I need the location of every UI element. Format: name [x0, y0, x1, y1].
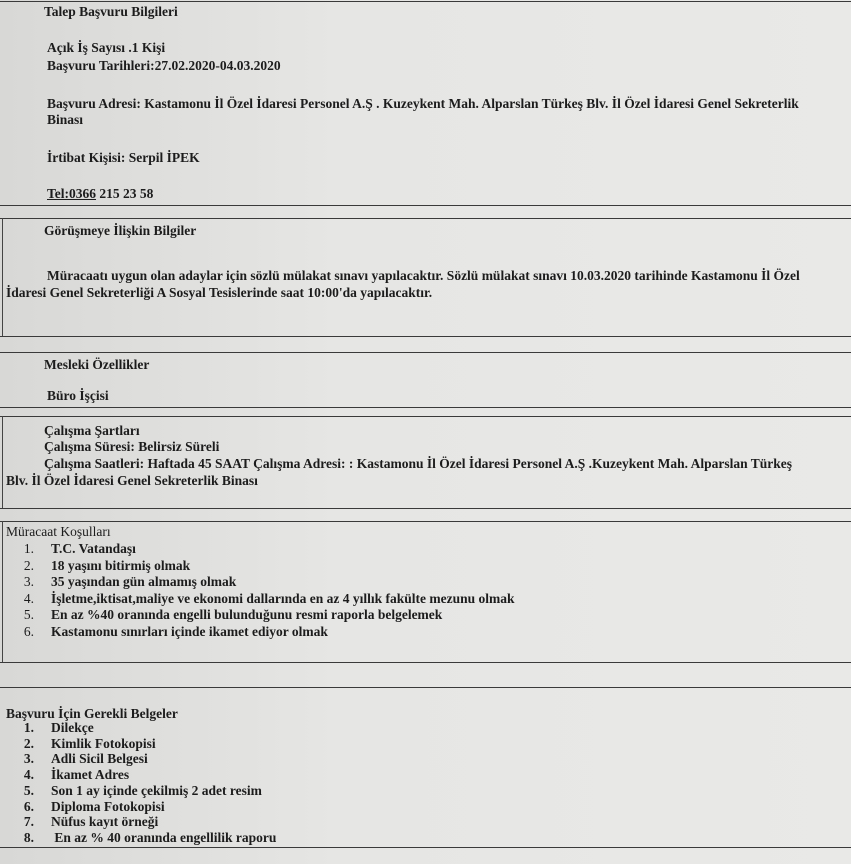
- divider: [0, 352, 851, 353]
- conditions-duration: Çalışma Süresi: Belirsiz Süreli: [44, 439, 220, 454]
- application-title: Talep Başvuru Bilgileri: [44, 4, 178, 19]
- list-item: 5. En az %40 oranında engelli bulunduğunu resmi raporla belgelemek: [23, 607, 443, 623]
- list-item: 3. 35 yaşından gün almamış olmak: [23, 574, 237, 590]
- divider: [0, 521, 851, 522]
- list-item: 4. İşletme,iktisat,maliye ve ekonomi dallarında en az 4 yıllık fakülte mezunu olmak: [23, 590, 515, 606]
- list-item: 5. Son 1 ay içinde çekilmiş 2 adet resim: [23, 782, 262, 798]
- contact-person: İrtibat Kişisi: Serpil İPEK: [47, 150, 200, 165]
- divider: [0, 662, 851, 663]
- list-item: 6. Kastamonu sınırları içinde ikamet ediyor olmak: [23, 623, 328, 639]
- divider: [0, 416, 851, 417]
- requirements-title: Müracaat Koşulları: [6, 524, 111, 539]
- list-item: 2. Kimlik Fotokopisi: [23, 735, 156, 751]
- open-positions: Açık İş Sayısı .1 Kişi: [47, 40, 166, 55]
- documents-list: [0, 720, 276, 846]
- application-address: Başvuru Adresi: Kastamonu İl Özel İdaresi Personel A.Ş . Kuzeykent Mah. Alparslan Türkeş Blv. İl Özel İdaresi Genel Sekreterlik: [47, 96, 799, 111]
- conditions-hours-line1: Çalışma Saatleri: Haftada 45 SAAT Çalışma Adresi: : Kastamonu İl Özel İdaresi Personel A.Ş .Kuzeykent Mah. Alparslan Türkeş: [44, 456, 793, 471]
- list-item: 8. En az % 40 oranında engellilik raporu: [23, 829, 277, 845]
- list-item: 2. 18 yaşını bitirmiş olmak: [23, 557, 191, 573]
- list-item: 7. Nüfus kayıt örneği: [23, 814, 159, 830]
- list-item: 4. İkamet Adres: [23, 767, 130, 783]
- divider: [0, 687, 851, 688]
- application-address-cont: Binası: [47, 112, 84, 127]
- conditions-title: Çalışma Şartları: [44, 423, 140, 438]
- border-left: [2, 218, 3, 336]
- phone-label: Tel:0366: [47, 186, 97, 201]
- list-item: 3. Adli Sicil Belgesi: [23, 751, 148, 767]
- phone-number: 215 23 58: [96, 186, 154, 201]
- border-left: [2, 416, 3, 508]
- interview-text-line2: İdaresi Genel Sekreterliği A Sosyal Tesislerinde saat 10:00'da yapılacaktır.: [6, 285, 433, 300]
- requirements-list: [0, 541, 515, 641]
- divider: [0, 336, 851, 337]
- divider: [0, 205, 851, 206]
- list-item: 1. Dilekçe: [23, 720, 94, 735]
- divider: [0, 407, 851, 408]
- divider: [0, 1, 851, 2]
- profession-value: Büro İşçisi: [47, 388, 109, 403]
- list-item: 6. Diploma Fotokopisi: [23, 798, 165, 814]
- list-item: 1. T.C. Vatandaşı: [23, 541, 136, 556]
- divider: [0, 218, 851, 219]
- interview-text-line1: Müracaatı uygun olan adaylar için sözlü mülakat sınavı yapılacaktır. Sözlü mülakat sınavı 10.03.2020 tarihinde Kastamonu İl Özel: [47, 268, 800, 283]
- contact-phone: [47, 186, 153, 202]
- documents-title: Başvuru İçin Gerekli Belgeler: [6, 706, 178, 721]
- divider: [0, 508, 851, 509]
- profession-title: Mesleki Özellikler: [44, 357, 150, 372]
- conditions-hours-line2: Blv. İl Özel İdaresi Genel Sekreterlik Binası: [6, 473, 258, 488]
- divider: [0, 847, 851, 848]
- interview-title: Görüşmeye İlişkin Bilgiler: [44, 223, 197, 238]
- application-dates: Başvuru Tarihleri:27.02.2020-04.03.2020: [47, 58, 281, 73]
